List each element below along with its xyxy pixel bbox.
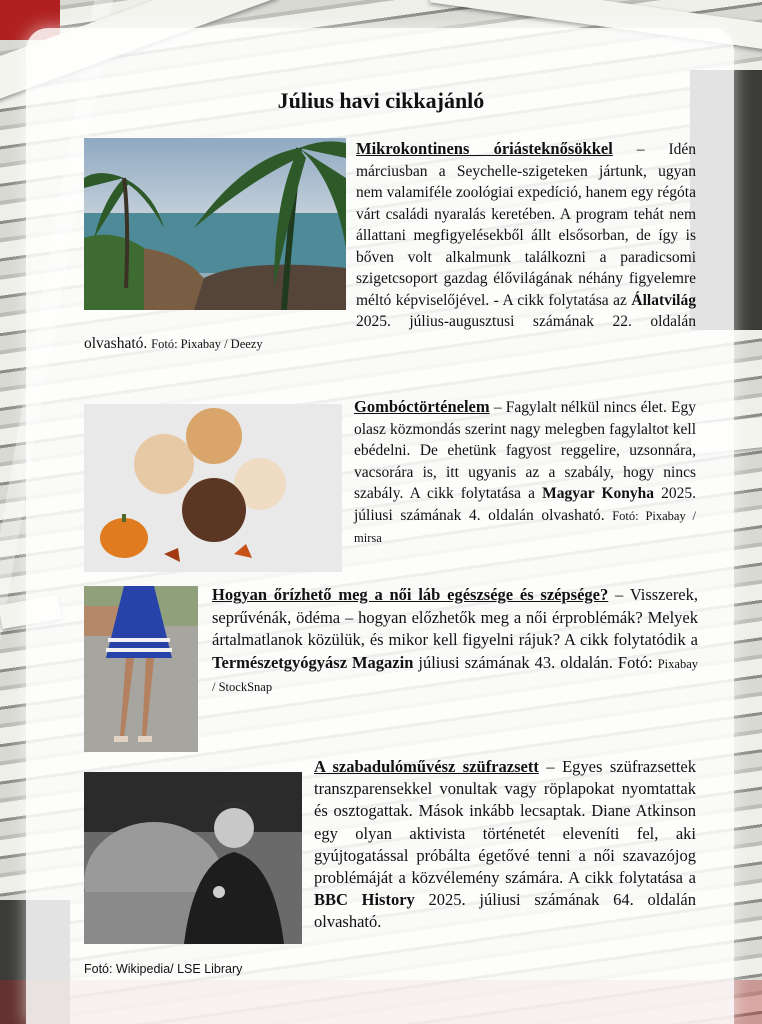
article-3-credit: Pixabay / StockSnap (212, 656, 699, 694)
article-3-heading[interactable]: Hogyan őrízhető meg a női láb egészsége és szépsége? (212, 585, 609, 604)
article-4-dash: – (538, 757, 555, 776)
page-title: Július havi cikkajánló (277, 88, 485, 113)
article-3-body: Visszerek, seprűvénák, ödéma – hogyan előzhetők meg a női érproblémák? Melyek ártalmatlanok közülük, és mikor kell figyelni rájuk? A cikk folytatódik a (212, 585, 699, 649)
article-1-magazine: Állatvilág (631, 291, 696, 309)
article-4-magazine: BBC History (314, 890, 415, 910)
article-4 (314, 756, 696, 934)
suffragette-photo (84, 772, 302, 944)
article-2-magazine: Magyar Konyha (542, 485, 655, 502)
article-2-dash: – (489, 399, 502, 416)
article-3-image (84, 586, 198, 752)
ice-cream-image (84, 404, 342, 572)
article-3-tail: júliusi számának 43. oldalán. Fotó: (413, 652, 658, 672)
article-2-tail: 2025. júliusi számának 4. oldalán olvasható. (354, 485, 696, 524)
article-1-image (84, 138, 346, 310)
article-4-credit: Fotó: Wikipedia/ LSE Library (84, 962, 243, 976)
article-1-dash: – (612, 141, 645, 158)
article-2-credit: Fotó: Pixabay / mirsa (354, 508, 697, 545)
article-1-tail: 2025. július-augusztusi számának 22. oldalán olvasható. (84, 313, 696, 352)
article-3-dash: – (608, 585, 624, 604)
article-2-heading[interactable]: Gombóctörténelem (354, 397, 490, 416)
article-2-image (84, 404, 342, 572)
article-1-credit: Fotó: Pixabay / Deezy (151, 336, 263, 351)
article-4-tail: 2025. júliusi számának 64. oldalán olvasható. (314, 890, 697, 932)
dress-legs-image (84, 586, 198, 752)
article-2 (354, 396, 696, 550)
article-4-body: Egyes szüfrazsettek transzparensekkel vonultak vagy röplapokat nyomtattak és osztogattak. Mások inkább lecsaptak. Diane Atkinson egy olyan aktivista történetét eleveníti fel, aki gyújtogatással próbálta égetővé tenni a női szavazójog problémáját a közvélemény számára. A cikk folytatása a (314, 757, 696, 888)
article-1 (84, 138, 696, 355)
article-1-body: Idén márciusban a Seychelle-szigeteken jártunk, ugyan nem valamiféle zoológiai expedíció, hanem egy régóta várt családi nyaralás keretében. A program tehát nem állattani megfigyelésekből állt elsősorban, de így is bőven volt alkalmunk találkozni a paradicsomi szigetcsoport gazdag élővilágának néhány figyelemre méltó képviselőjével. - A cikk folytatása az (356, 141, 697, 309)
article-3 (212, 584, 698, 699)
article-1-heading[interactable]: Mikrokontinens óriásteknősökkel (356, 139, 613, 158)
article-3-magazine: Természetgyógyász Magazin (212, 652, 414, 672)
beach-palm-image (84, 138, 346, 310)
article-4-image (84, 772, 302, 944)
article-4-heading[interactable]: A szabadulóművész szüfrazsett (314, 757, 539, 776)
article-2-body: Fagylalt nélkül nincs élet. Egy olasz közmondás szerint nagy melegben fagylaltot kell ebédelni. De ehetünk fagyost reggelire, uzsonnára, vacsorára is, itt ugyanis az a szabály, hogy nincs szabály. A cikk folytatása a (354, 399, 697, 502)
